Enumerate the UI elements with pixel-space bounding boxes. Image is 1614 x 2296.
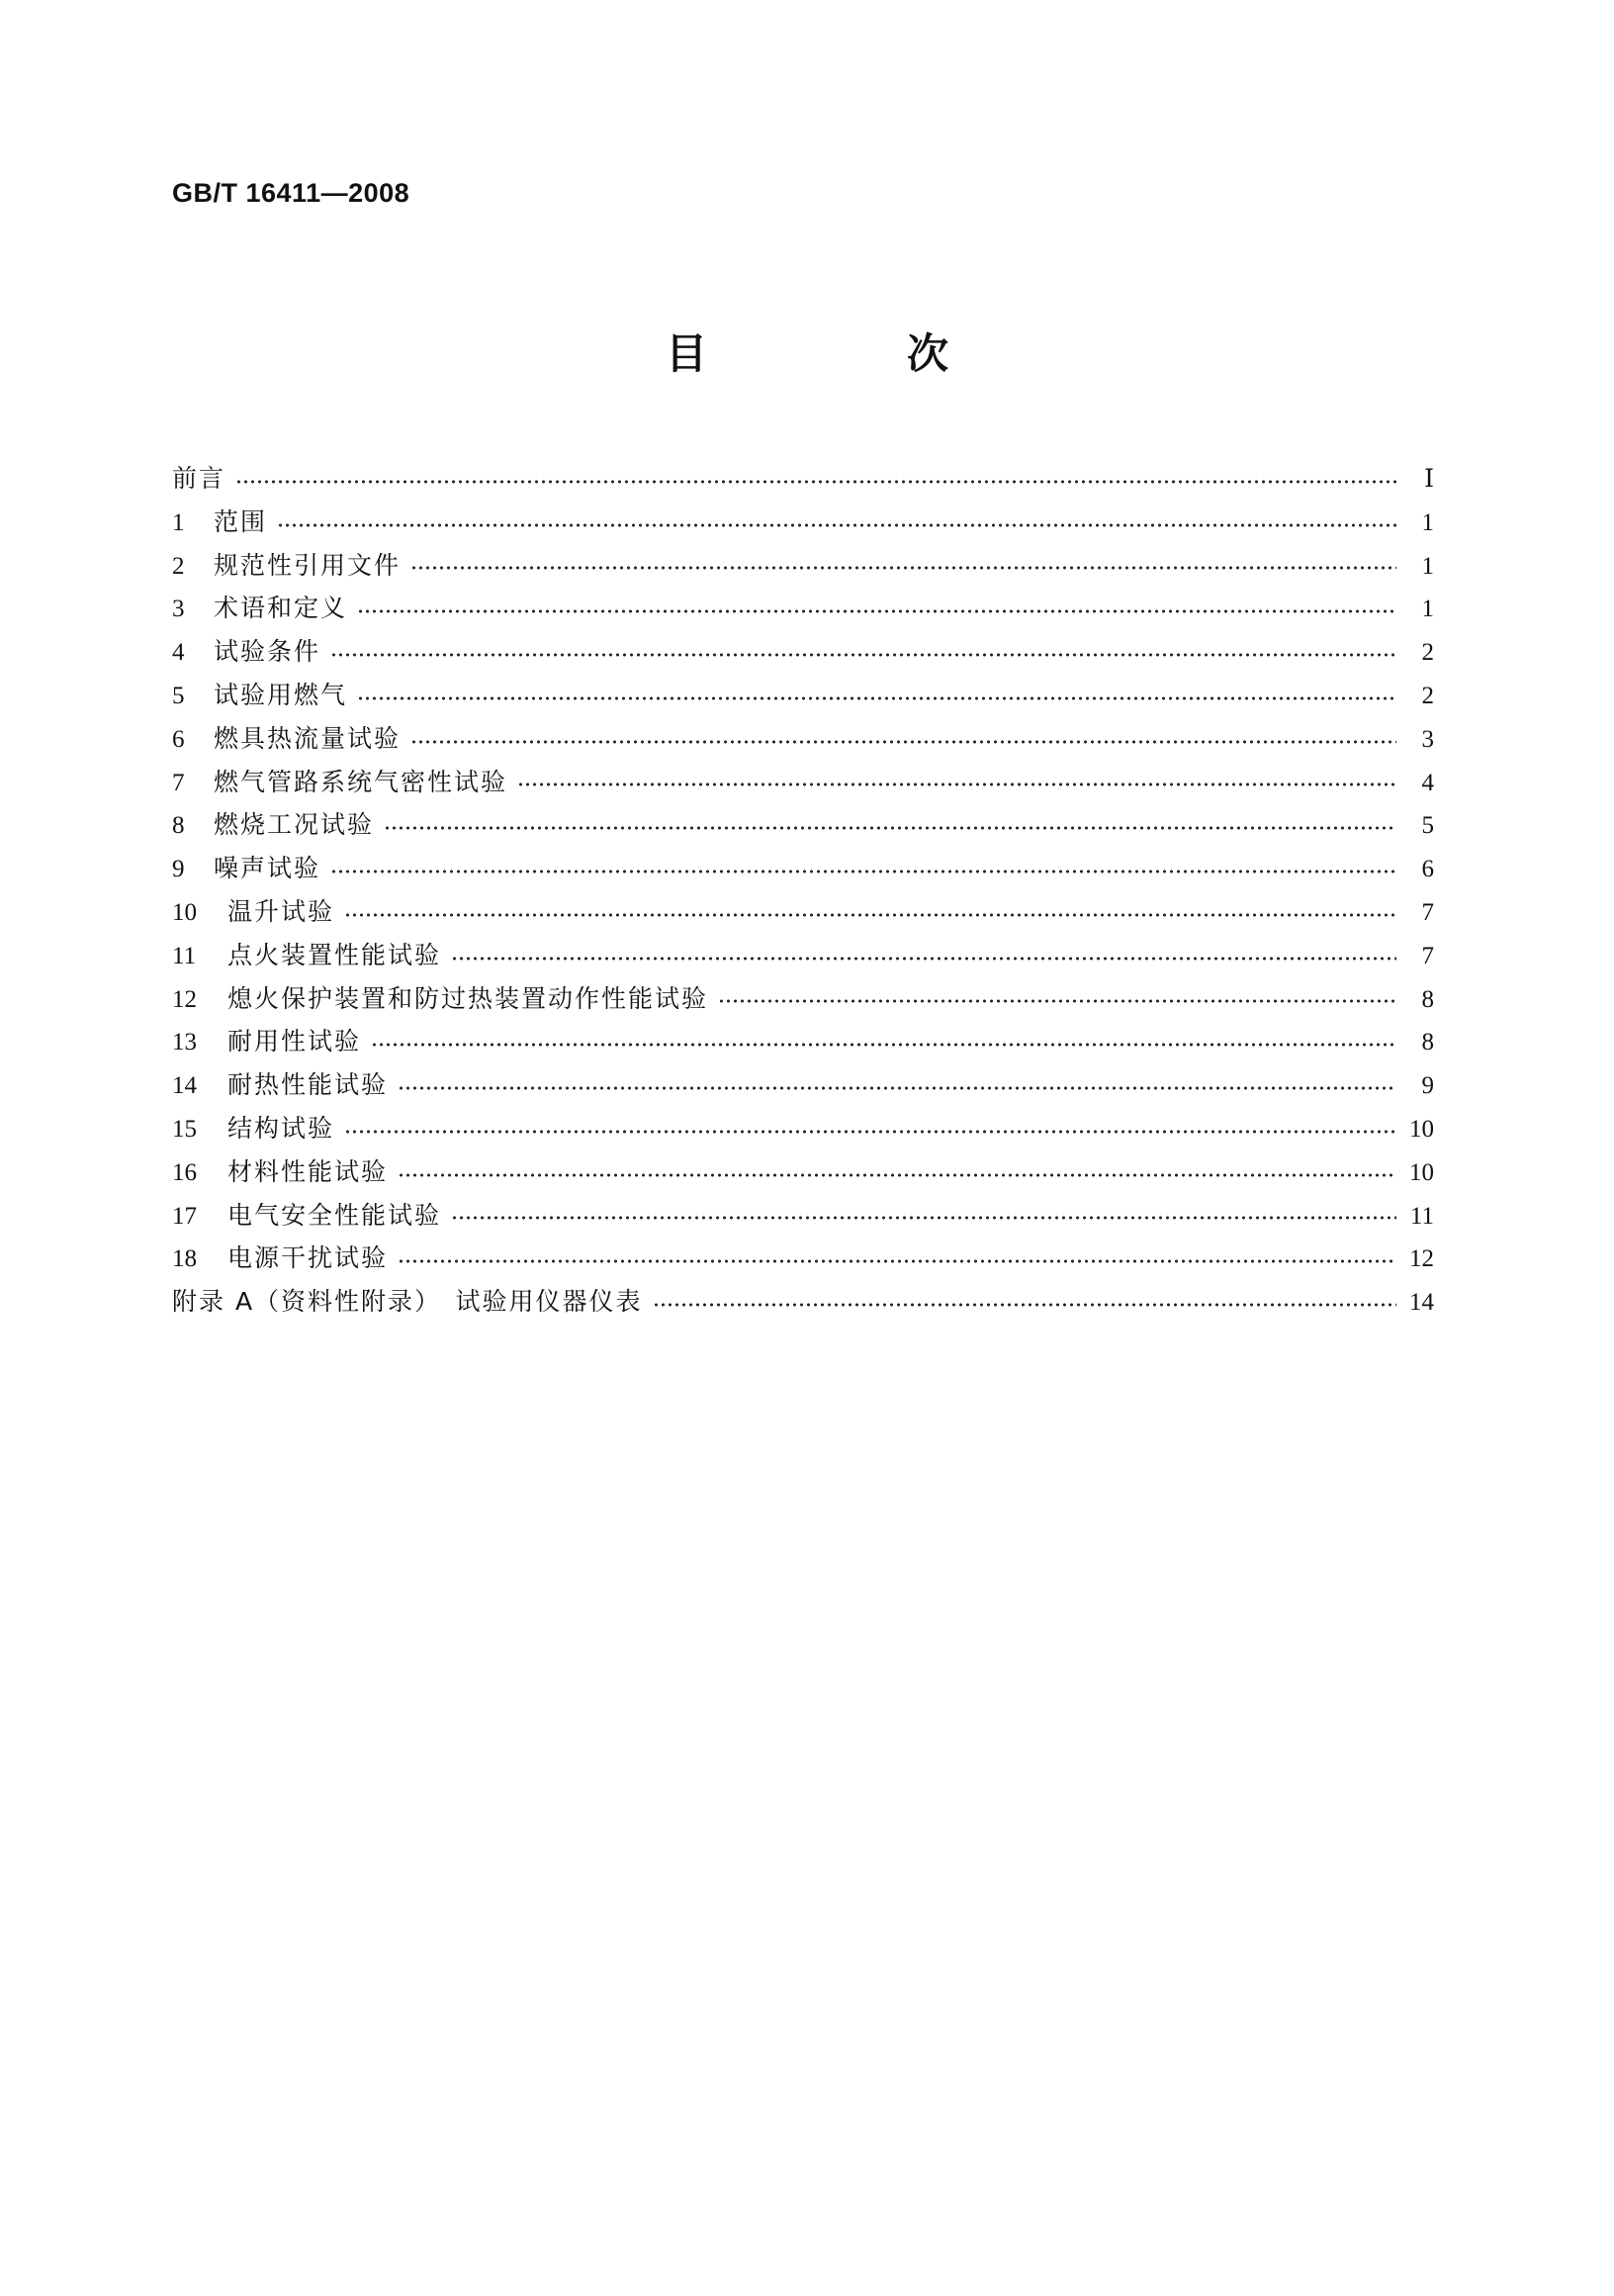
toc-entry-page: 10 [1409,1115,1434,1143]
toc-entry-page: 11 [1409,1202,1434,1230]
toc-entry[interactable] [172,501,1434,544]
toc-entry-number: 13 [172,1029,197,1056]
toc-entry-number: 2 [172,552,185,580]
toc-entry[interactable] [172,890,1434,934]
toc-entry-page: 12 [1409,1245,1434,1273]
toc-entry[interactable] [172,1107,1434,1150]
toc-entry-label: 电气安全性能试验 [227,1200,442,1230]
toc-entry-page: 5 [1421,812,1434,840]
toc-entry-number: 12 [172,985,197,1013]
toc-entry-number: 18 [172,1245,197,1273]
dot-leader [398,1258,1396,1264]
dot-leader [344,912,1396,918]
toc-entry-label: 燃烧工况试验 [214,810,375,840]
toc-entry[interactable] [172,1194,1434,1238]
toc-entry-label: 试验条件 [214,637,321,667]
toc-entry-page: 8 [1421,985,1434,1013]
toc-entry-label: 范围 [214,506,268,536]
toc-entry-page: 14 [1409,1289,1434,1317]
toc-entry-label: 电源干扰试验 [227,1243,389,1273]
dot-leader [398,1172,1396,1178]
toc-entry[interactable] [172,1150,1434,1194]
toc-entry[interactable] [172,544,1434,588]
toc-entry-page: 1 [1421,508,1434,536]
toc-entry-foreword[interactable] [172,457,1434,501]
toc-entry-label: 燃具热流量试验 [214,723,402,753]
toc-entry-number: 6 [172,725,185,753]
toc-entry-page: 9 [1421,1072,1434,1100]
toc-entry-number: 11 [172,942,197,969]
toc-entry[interactable] [172,630,1434,674]
toc-entry-page: 8 [1421,1029,1434,1056]
dot-leader [277,522,1396,528]
toc-entry-label: 试验用燃气 [214,680,348,709]
toc-entry[interactable] [172,977,1434,1021]
toc-entry-number: 10 [172,898,197,926]
toc-entry-label: 点火装置性能试验 [227,940,442,969]
toc-entry-number: 8 [172,812,185,840]
toc-entry[interactable] [172,1020,1434,1063]
toc-entry-label: 耐用性试验 [227,1027,362,1056]
dot-leader [357,608,1396,614]
table-of-contents [172,457,1434,1324]
toc-entry-number: 4 [172,639,185,667]
toc-entry-number: 14 [172,1072,197,1100]
dot-leader [718,998,1396,1004]
dot-leader [398,1085,1396,1091]
toc-entry-number: 1 [172,508,185,536]
dot-leader [344,1129,1396,1135]
toc-entry-page: 7 [1421,942,1434,969]
toc-entry[interactable] [172,847,1434,890]
dot-leader [451,1215,1396,1221]
toc-entry[interactable] [172,1237,1434,1280]
toc-entry[interactable] [172,674,1434,717]
toc-entry-label: 结构试验 [227,1113,335,1143]
toc-entry-label: 熄火保护装置和防过热装置动作性能试验 [227,983,709,1013]
dot-leader [371,1042,1396,1048]
dot-leader [410,565,1396,571]
toc-entry-number: 7 [172,769,185,796]
toc-entry-label: 温升试验 [227,896,335,926]
dot-leader [235,479,1396,485]
dot-leader [330,869,1396,874]
toc-entry-page: 1 [1421,552,1434,580]
toc-entry-label: 耐热性能试验 [227,1070,389,1100]
dot-leader [330,652,1396,658]
dot-leader [384,825,1396,831]
toc-entry-page: 2 [1421,682,1434,709]
toc-entry-page: 10 [1409,1158,1434,1186]
toc-entry[interactable] [172,1063,1434,1107]
toc-entry[interactable] [172,717,1434,761]
toc-entry-label: 前言 [172,464,226,493]
toc-entry-page: 7 [1421,898,1434,926]
page-title: 目 次 [665,329,1028,378]
toc-entry-page: 1 [1421,596,1434,623]
toc-entry-number: 5 [172,682,185,709]
toc-entry-appendix-a[interactable] [172,1280,1434,1324]
dot-leader [653,1302,1396,1308]
toc-entry-page: 3 [1421,725,1434,753]
toc-entry-label: 噪声试验 [214,854,321,883]
dot-leader [357,695,1396,701]
toc-entry-label: 燃气管路系统气密性试验 [214,767,508,796]
dot-leader [451,956,1396,962]
standard-code: GB/T 16411—2008 [172,178,410,208]
toc-entry-label: 材料性能试验 [227,1156,389,1186]
toc-entry-number: 16 [172,1158,197,1186]
toc-entry-page: Ⅰ [1424,466,1434,493]
toc-entry-number: 15 [172,1115,197,1143]
toc-entry-label: 规范性引用文件 [214,550,402,580]
toc-entry-number: 17 [172,1202,197,1230]
toc-entry-page: 4 [1421,769,1434,796]
toc-entry-page: 2 [1421,639,1434,667]
dot-leader [517,781,1396,787]
toc-entry[interactable] [172,934,1434,977]
toc-entry-page: 6 [1421,856,1434,883]
toc-entry[interactable] [172,803,1434,847]
toc-entry[interactable] [172,761,1434,804]
dot-leader [410,739,1396,745]
toc-entry-number: 3 [172,596,185,623]
toc-entry-label: 术语和定义 [214,594,348,623]
toc-entry[interactable] [172,587,1434,630]
toc-entry-label: 附录 A（资料性附录） 试验用仪器仪表 [172,1287,643,1317]
toc-entry-number: 9 [172,856,185,883]
